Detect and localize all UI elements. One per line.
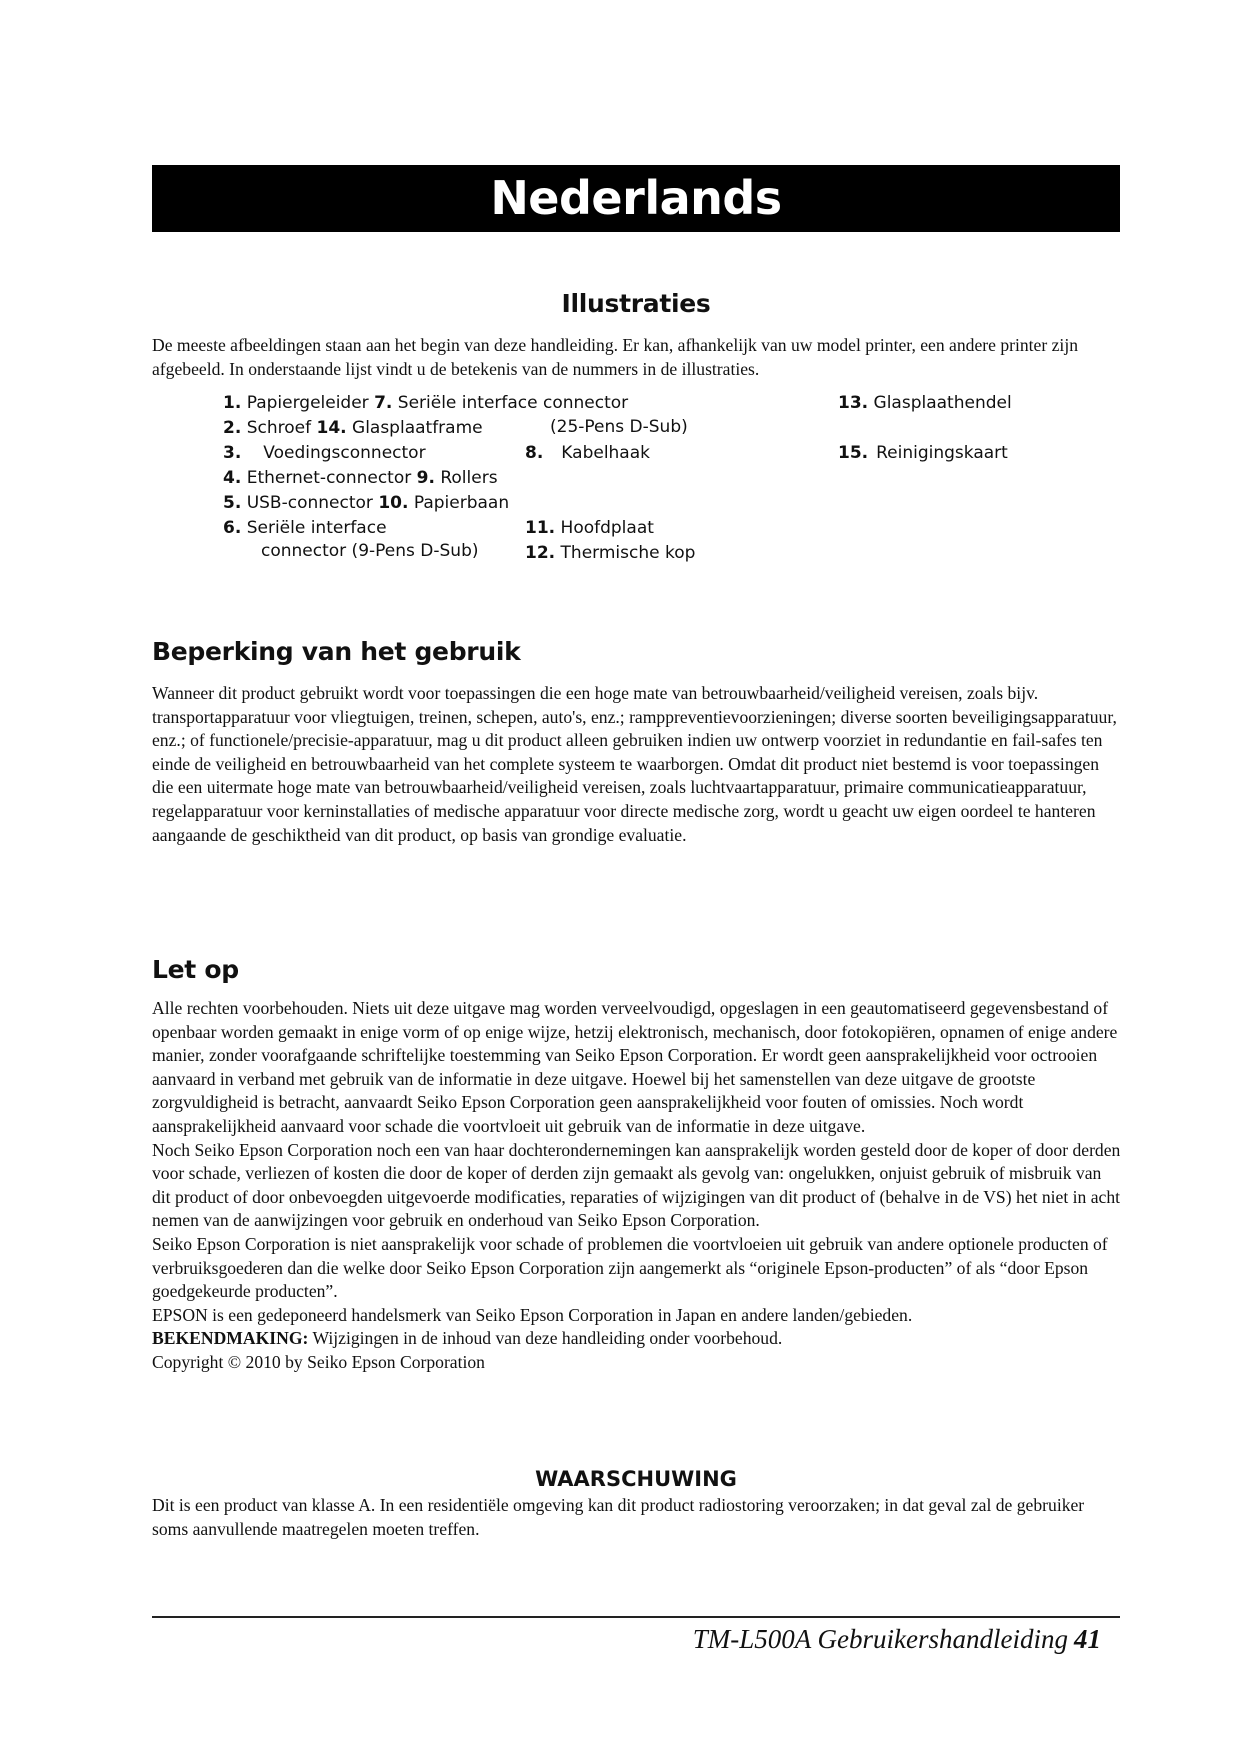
list-item: 1. Papiergeleider 7. Seriële interface connector <box>223 393 629 413</box>
notice-paragraph: BEKENDMAKING: Wijzigingen in de inhoud van deze handleiding onder voorbehoud. <box>152 1328 783 1349</box>
restriction-text: Wanneer dit product gebruikt wordt voor toepassingen die een hoge mate van betrouwbaarheid/veiligheid vereisen, zoals bijv. transportapparatuur voor vliegtuigen, treinen, schepen, auto's, enz.; ramppreventievoorzieningen; diverse soorten beveiligingsapparatuur, enz.; of functionele/precisie-apparatuur, mag u dit product alleen gebruiken indien uw ontwerp voorziet in redundantie en fail-safes ten einde de veiligheid en betrouwbaarheid van het complete systeem te waarborgen. Omdat dit product niet bestemd is voor toepassingen die een uitermate hoge mate van betrouwbaarheid/veiligheid vereisen, zoals luchtvaartapparatuur, primaire communicatieapparatuur, regelapparatuur voor kerninstallaties of medische apparatuur voor directe medische zorg, wordt u geacht uw eigen oordeel te hanteren aangaande de geschiktheid van dit product, op basis van grondige evaluatie. <box>152 683 1117 845</box>
notice-text <box>152 997 1124 1375</box>
list-item: 5. USB-connector 10. Papierbaan <box>223 493 510 513</box>
list-item: 6. Seriële interface <box>223 518 387 538</box>
list-item: 2. Schroef 14. Glasplaatframe <box>223 418 483 438</box>
list-item: 3. Voedingsconnector <box>223 443 426 463</box>
list-item: 4. Ethernet-connector 9. Rollers <box>223 468 498 488</box>
parts-list <box>223 393 1063 578</box>
notice-label: BEKENDMAKING: <box>152 1328 309 1349</box>
restriction-heading: Beperking van het gebruik <box>152 637 521 666</box>
list-item: 15. Reinigingskaart <box>838 443 1008 463</box>
copyright: Copyright © 2010 by Seiko Epson Corporation <box>152 1351 485 1372</box>
notice-heading: Let op <box>152 955 239 984</box>
warning-text: Dit is een product van klasse A. In een residentiële omgeving kan dit product radiostoring veroorzaken; in dat geval zal de gebruiker soms aanvullende maatregelen moeten treffen. <box>152 1495 1085 1539</box>
notice-paragraph: EPSON is een gedeponeerd handelsmerk van Seiko Epson Corporation in Japan en andere landen/gebieden. <box>152 1304 913 1325</box>
list-item: 12. Thermische kop <box>525 543 696 563</box>
list-item: (25-Pens D-Sub) <box>550 417 688 437</box>
notice-paragraph: Seiko Epson Corporation is niet aansprakelijk voor schade of problemen die voortvloeien uit gebruik van andere optionele producten of verbruiksgoederen dan die welke door Seiko Epson Corporation zijn aangemerkt als “originele Epson-producten” of als “door Epson goedgekeurde producten”. <box>152 1233 1108 1302</box>
illustrations-heading: Illustraties <box>561 289 711 318</box>
page-number: 41 <box>1074 1624 1101 1654</box>
footer-title: TM-L500A Gebruikershandleiding <box>692 1624 1068 1654</box>
footer-divider <box>152 1616 1120 1618</box>
list-item: 13. Glasplaathendel <box>838 393 1012 413</box>
language-banner: Nederlands <box>152 165 1120 232</box>
warning-heading: WAARSCHUWING <box>535 1467 737 1491</box>
illustrations-intro: De meeste afbeeldingen staan aan het begin van deze handleiding. Er kan, afhankelijk van uw model printer, een andere printer zijn afgebeeld. In onderstaande lijst vindt u de betekenis van de nummers in de illustraties. <box>152 335 1079 379</box>
footer <box>693 1624 1101 1655</box>
list-item: 11. Hoofdplaat <box>525 518 654 538</box>
notice-paragraph: Alle rechten voorbehouden. Niets uit deze uitgave mag worden verveelvoudigd, opgeslagen in een geautomatiseerd gegevensbestand of openbaar worden gemaakt in enige vorm of op enige wijze, hetzij elektronisch, mechanisch, door fotokopiëren, opnamen of enige andere manier, zonder voorafgaande schriftelijke toestemming van Seiko Epson Corporation. Er wordt geen aansprakelijkheid voor octrooien aanvaard in verband met gebruik van de informatie in deze uitgave. Hoewel bij het samenstellen van deze uitgave de grootste zorgvuldigheid is betracht, aanvaardt Seiko Epson Corporation geen aansprakelijkheid voor fouten of omissies. Noch wordt aansprakelijkheid aanvaard voor schade die voortvloeit uit gebruik van de informatie in deze uitgave. <box>152 998 1118 1136</box>
notice-paragraph: Noch Seiko Epson Corporation noch een van haar dochterondernemingen kan aansprakelijk worden gesteld door de koper of door derden voor schade, verliezen of kosten die door de koper of derden zijn gemaakt als gevolg van: ongelukken, onjuist gebruik of misbruik van dit product of door onbevoegden uitgevoerde modificaties, reparaties of wijzigingen van dit product of (behalve in de VS) het niet in acht nemen van de aanwijzingen voor gebruik en onderhoud van Seiko Epson Corporation. <box>152 1139 1121 1231</box>
list-item: connector (9-Pens D-Sub) <box>261 541 479 561</box>
list-item: 8. Kabelhaak <box>525 443 650 463</box>
